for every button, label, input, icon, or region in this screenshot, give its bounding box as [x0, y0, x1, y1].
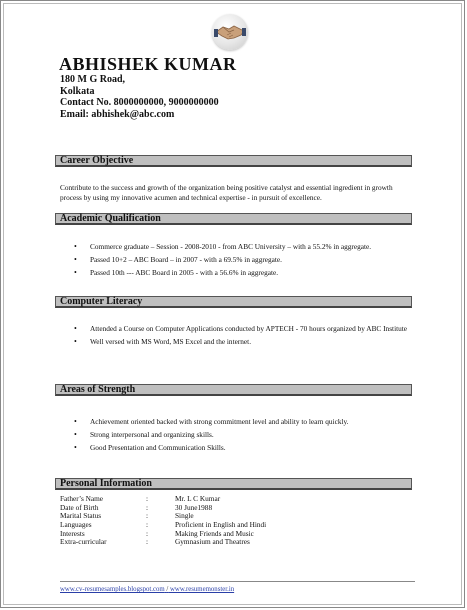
candidate-name: ABHISHEK KUMAR [59, 54, 237, 74]
footer-links [60, 586, 234, 593]
phone-numbers: Contact No. 8000000000, 9000000000 [60, 97, 219, 108]
computer-literacy-list [68, 324, 413, 350]
academic-list [68, 242, 413, 281]
list-item: • Achievement oriented backed with strong commitment level and ability to learn quickly. [74, 417, 349, 426]
address-line-1: 180 M G Road, [60, 74, 125, 85]
contact-block [60, 74, 219, 120]
list-item: • Attended a Course on Computer Applications conducted by APTECH - 70 hours organized by ABC Institute [74, 324, 408, 333]
computer-literacy-heading: Computer Literacy [55, 296, 412, 308]
list-item: • Passed 10th --- ABC Board in 2005 - with a 56.6% in aggregate. [74, 268, 279, 277]
footer-separator: / [166, 586, 169, 593]
email-address: Email: abhishek@abc.com [60, 108, 175, 120]
list-item: • Passed 10+2 – ABC Board – in 2007 - with a 69.5% in aggregate. [74, 255, 282, 264]
footer-divider [60, 581, 415, 582]
list-item: • Strong interpersonal and organizing skills. [74, 430, 214, 439]
career-objective-text: Contribute to the success and growth of the organization being positive catalyst and essential ingredient in growth process by using my innovative acumen and technical expertise - in pursuit of excellence. [60, 183, 393, 202]
address-line-2: Kolkata [60, 85, 95, 97]
personal-info-heading: Personal Information [55, 478, 412, 490]
list-item: • Good Presentation and Communication Skills. [74, 443, 226, 452]
handshake-icon [212, 14, 248, 50]
list-item: • Well versed with MS Word, MS Excel and the internet. [74, 337, 252, 346]
footer-link-resumemonster[interactable]: www.resumemonster.in [170, 586, 235, 593]
strengths-heading: Areas of Strength [55, 384, 412, 396]
academic-heading: Academic Qualification [55, 213, 412, 225]
career-objective-heading: Career Objective [55, 155, 412, 167]
strengths-list [68, 417, 413, 456]
list-item: • Commerce graduate – Session - 2008-2010 - from ABC University – with a 55.2% in aggregate. [74, 242, 372, 251]
footer-link-blog[interactable]: www.cv-resumesamples.blogspot.com [60, 586, 165, 593]
